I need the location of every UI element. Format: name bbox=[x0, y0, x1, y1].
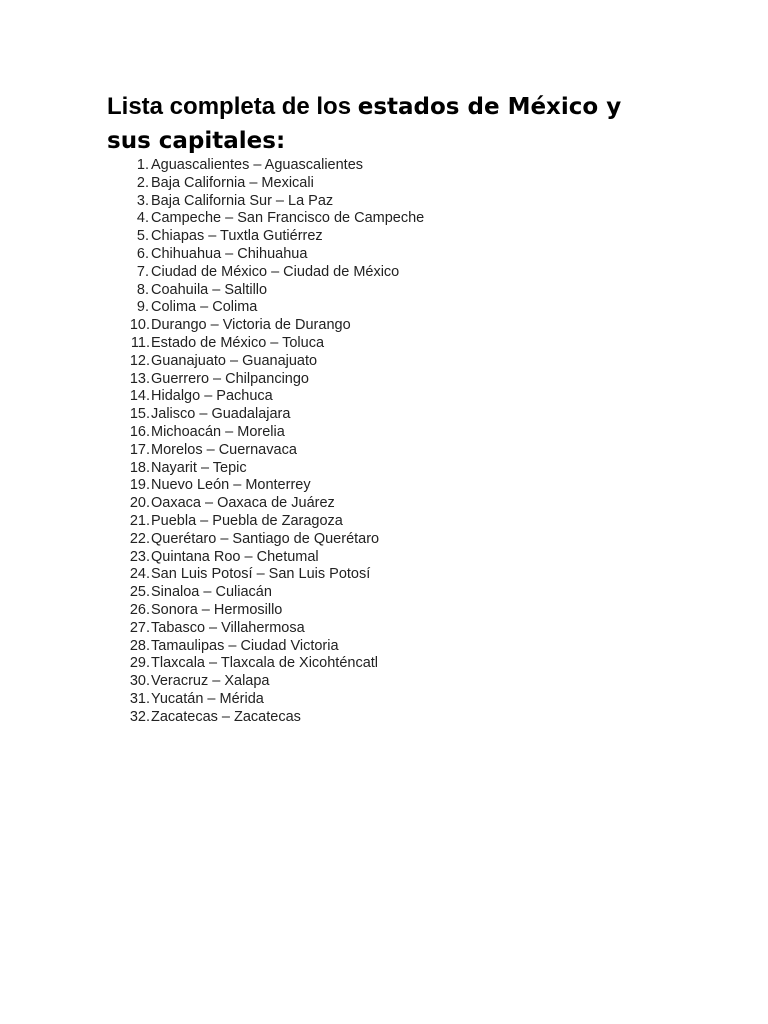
list-item bbox=[107, 638, 667, 656]
list-item-text: Morelos – Cuernavaca bbox=[151, 441, 297, 458]
list-item-number: 26. bbox=[129, 601, 150, 618]
list-item-number: 4. bbox=[136, 210, 149, 227]
list-item bbox=[107, 193, 667, 211]
list-item-text: Yucatán – Mérida bbox=[151, 690, 264, 707]
list-item bbox=[107, 709, 667, 727]
list-item bbox=[107, 157, 667, 175]
list-item bbox=[107, 691, 667, 709]
list-item-text: Campeche – San Francisco de Campeche bbox=[151, 210, 425, 227]
list-item-text: San Luis Potosí – San Luis Potosí bbox=[151, 566, 371, 583]
list-item-text: Nayarit – Tepic bbox=[151, 459, 247, 476]
list-item-text: Veracruz – Xalapa bbox=[151, 673, 270, 690]
list-item-text: Jalisco – Guadalajara bbox=[151, 406, 291, 423]
list-item-text: Puebla – Puebla de Zaragoza bbox=[151, 512, 343, 529]
list-item-number: 21. bbox=[129, 512, 150, 529]
list-item bbox=[107, 335, 667, 353]
list-item-text: Nuevo León – Monterrey bbox=[151, 477, 311, 494]
list-item-number: 8. bbox=[136, 281, 149, 298]
list-item-text: Baja California – Mexicali bbox=[151, 174, 314, 191]
list-item bbox=[107, 673, 667, 691]
list-item-number: 32. bbox=[129, 708, 150, 725]
list-item bbox=[107, 584, 667, 602]
list-item bbox=[107, 175, 667, 193]
list-item bbox=[107, 620, 667, 638]
list-item-number: 17. bbox=[129, 441, 150, 458]
list-item-text: Tlaxcala – Tlaxcala de Xicohténcatl bbox=[151, 655, 379, 672]
list-item-text: Querétaro – Santiago de Querétaro bbox=[151, 530, 380, 547]
list-item-text: Colima – Colima bbox=[151, 299, 258, 316]
list-item-number: 23. bbox=[129, 548, 150, 565]
list-item-number: 18. bbox=[129, 459, 150, 476]
list-item bbox=[107, 282, 667, 300]
list-item bbox=[107, 495, 667, 513]
list-item bbox=[107, 460, 667, 478]
list-item-number: 22. bbox=[129, 530, 150, 547]
list-item-text: Hidalgo – Pachuca bbox=[151, 388, 273, 405]
list-item-number: 9. bbox=[136, 299, 149, 316]
list-item-text: Durango – Victoria de Durango bbox=[151, 317, 351, 334]
list-item-text: Guanajuato – Guanajuato bbox=[151, 352, 318, 369]
list-item-number: 14. bbox=[129, 388, 150, 405]
list-item-text: Sinaloa – Culiacán bbox=[151, 584, 272, 601]
list-item-number: 16. bbox=[129, 423, 150, 440]
list-item bbox=[107, 246, 667, 264]
list-item bbox=[107, 317, 667, 335]
list-item-number: 1. bbox=[136, 157, 149, 173]
list-item bbox=[107, 299, 667, 317]
list-item-text: Zacatecas – Zacatecas bbox=[151, 708, 301, 725]
list-item-number: 19. bbox=[129, 477, 150, 494]
list-item bbox=[107, 655, 667, 673]
list-item-text: Tabasco – Villahermosa bbox=[151, 619, 305, 636]
list-item-number: 20. bbox=[129, 495, 150, 512]
list-item-text: Michoacán – Morelia bbox=[151, 423, 285, 440]
list-item-text: Coahuila – Saltillo bbox=[151, 281, 268, 298]
document-title bbox=[107, 88, 667, 156]
list-item bbox=[107, 477, 667, 495]
list-item-number: 12. bbox=[129, 352, 150, 369]
list-item-text: Sonora – Hermosillo bbox=[151, 601, 283, 618]
list-item bbox=[107, 424, 667, 442]
list-item-number: 30. bbox=[129, 673, 150, 690]
list-item-number: 10. bbox=[129, 317, 150, 334]
list-item bbox=[107, 353, 667, 371]
list-item bbox=[107, 406, 667, 424]
states-list bbox=[107, 157, 667, 727]
list-item-number: 29. bbox=[129, 655, 150, 672]
list-item bbox=[107, 442, 667, 460]
list-item-text: Guerrero – Chilpancingo bbox=[151, 370, 309, 387]
list-item bbox=[107, 264, 667, 282]
document-page bbox=[107, 88, 667, 727]
list-item bbox=[107, 566, 667, 584]
list-item-number: 15. bbox=[129, 406, 150, 423]
list-item-number: 3. bbox=[136, 192, 149, 209]
list-item bbox=[107, 531, 667, 549]
list-item-text: Quintana Roo – Chetumal bbox=[151, 548, 319, 565]
list-item-text: Baja California Sur – La Paz bbox=[151, 192, 334, 209]
list-item-number: 25. bbox=[129, 584, 150, 601]
list-item-text: Estado de México – Toluca bbox=[151, 334, 325, 351]
list-item-text: Aguascalientes – Aguascalientes bbox=[151, 157, 364, 173]
list-item-number: 28. bbox=[129, 637, 150, 654]
list-item bbox=[107, 602, 667, 620]
list-item bbox=[107, 210, 667, 228]
list-item-number: 24. bbox=[129, 566, 150, 583]
list-item bbox=[107, 549, 667, 567]
title-part-highlight: estados de México y sus capitales: bbox=[107, 94, 622, 154]
list-item-number: 11. bbox=[130, 334, 150, 351]
list-item-number: 7. bbox=[136, 263, 149, 280]
list-item-number: 13. bbox=[129, 370, 150, 387]
list-item-text: Tamaulipas – Ciudad Victoria bbox=[151, 637, 339, 654]
list-item-text: Oaxaca – Oaxaca de Juárez bbox=[151, 495, 335, 512]
list-item-number: 27. bbox=[129, 619, 150, 636]
list-item-number: 5. bbox=[136, 228, 149, 245]
title-part-plain: Lista completa de los bbox=[107, 93, 358, 120]
list-item-text: Chiapas – Tuxtla Gutiérrez bbox=[151, 228, 323, 245]
list-item-number: 6. bbox=[136, 245, 149, 262]
list-item-number: 2. bbox=[136, 174, 149, 191]
list-item-text: Ciudad de México – Ciudad de México bbox=[151, 263, 400, 280]
list-item bbox=[107, 228, 667, 246]
list-item bbox=[107, 388, 667, 406]
list-item-text: Chihuahua – Chihuahua bbox=[151, 245, 308, 262]
list-item-number: 31. bbox=[129, 690, 150, 707]
list-item bbox=[107, 513, 667, 531]
list-item bbox=[107, 371, 667, 389]
